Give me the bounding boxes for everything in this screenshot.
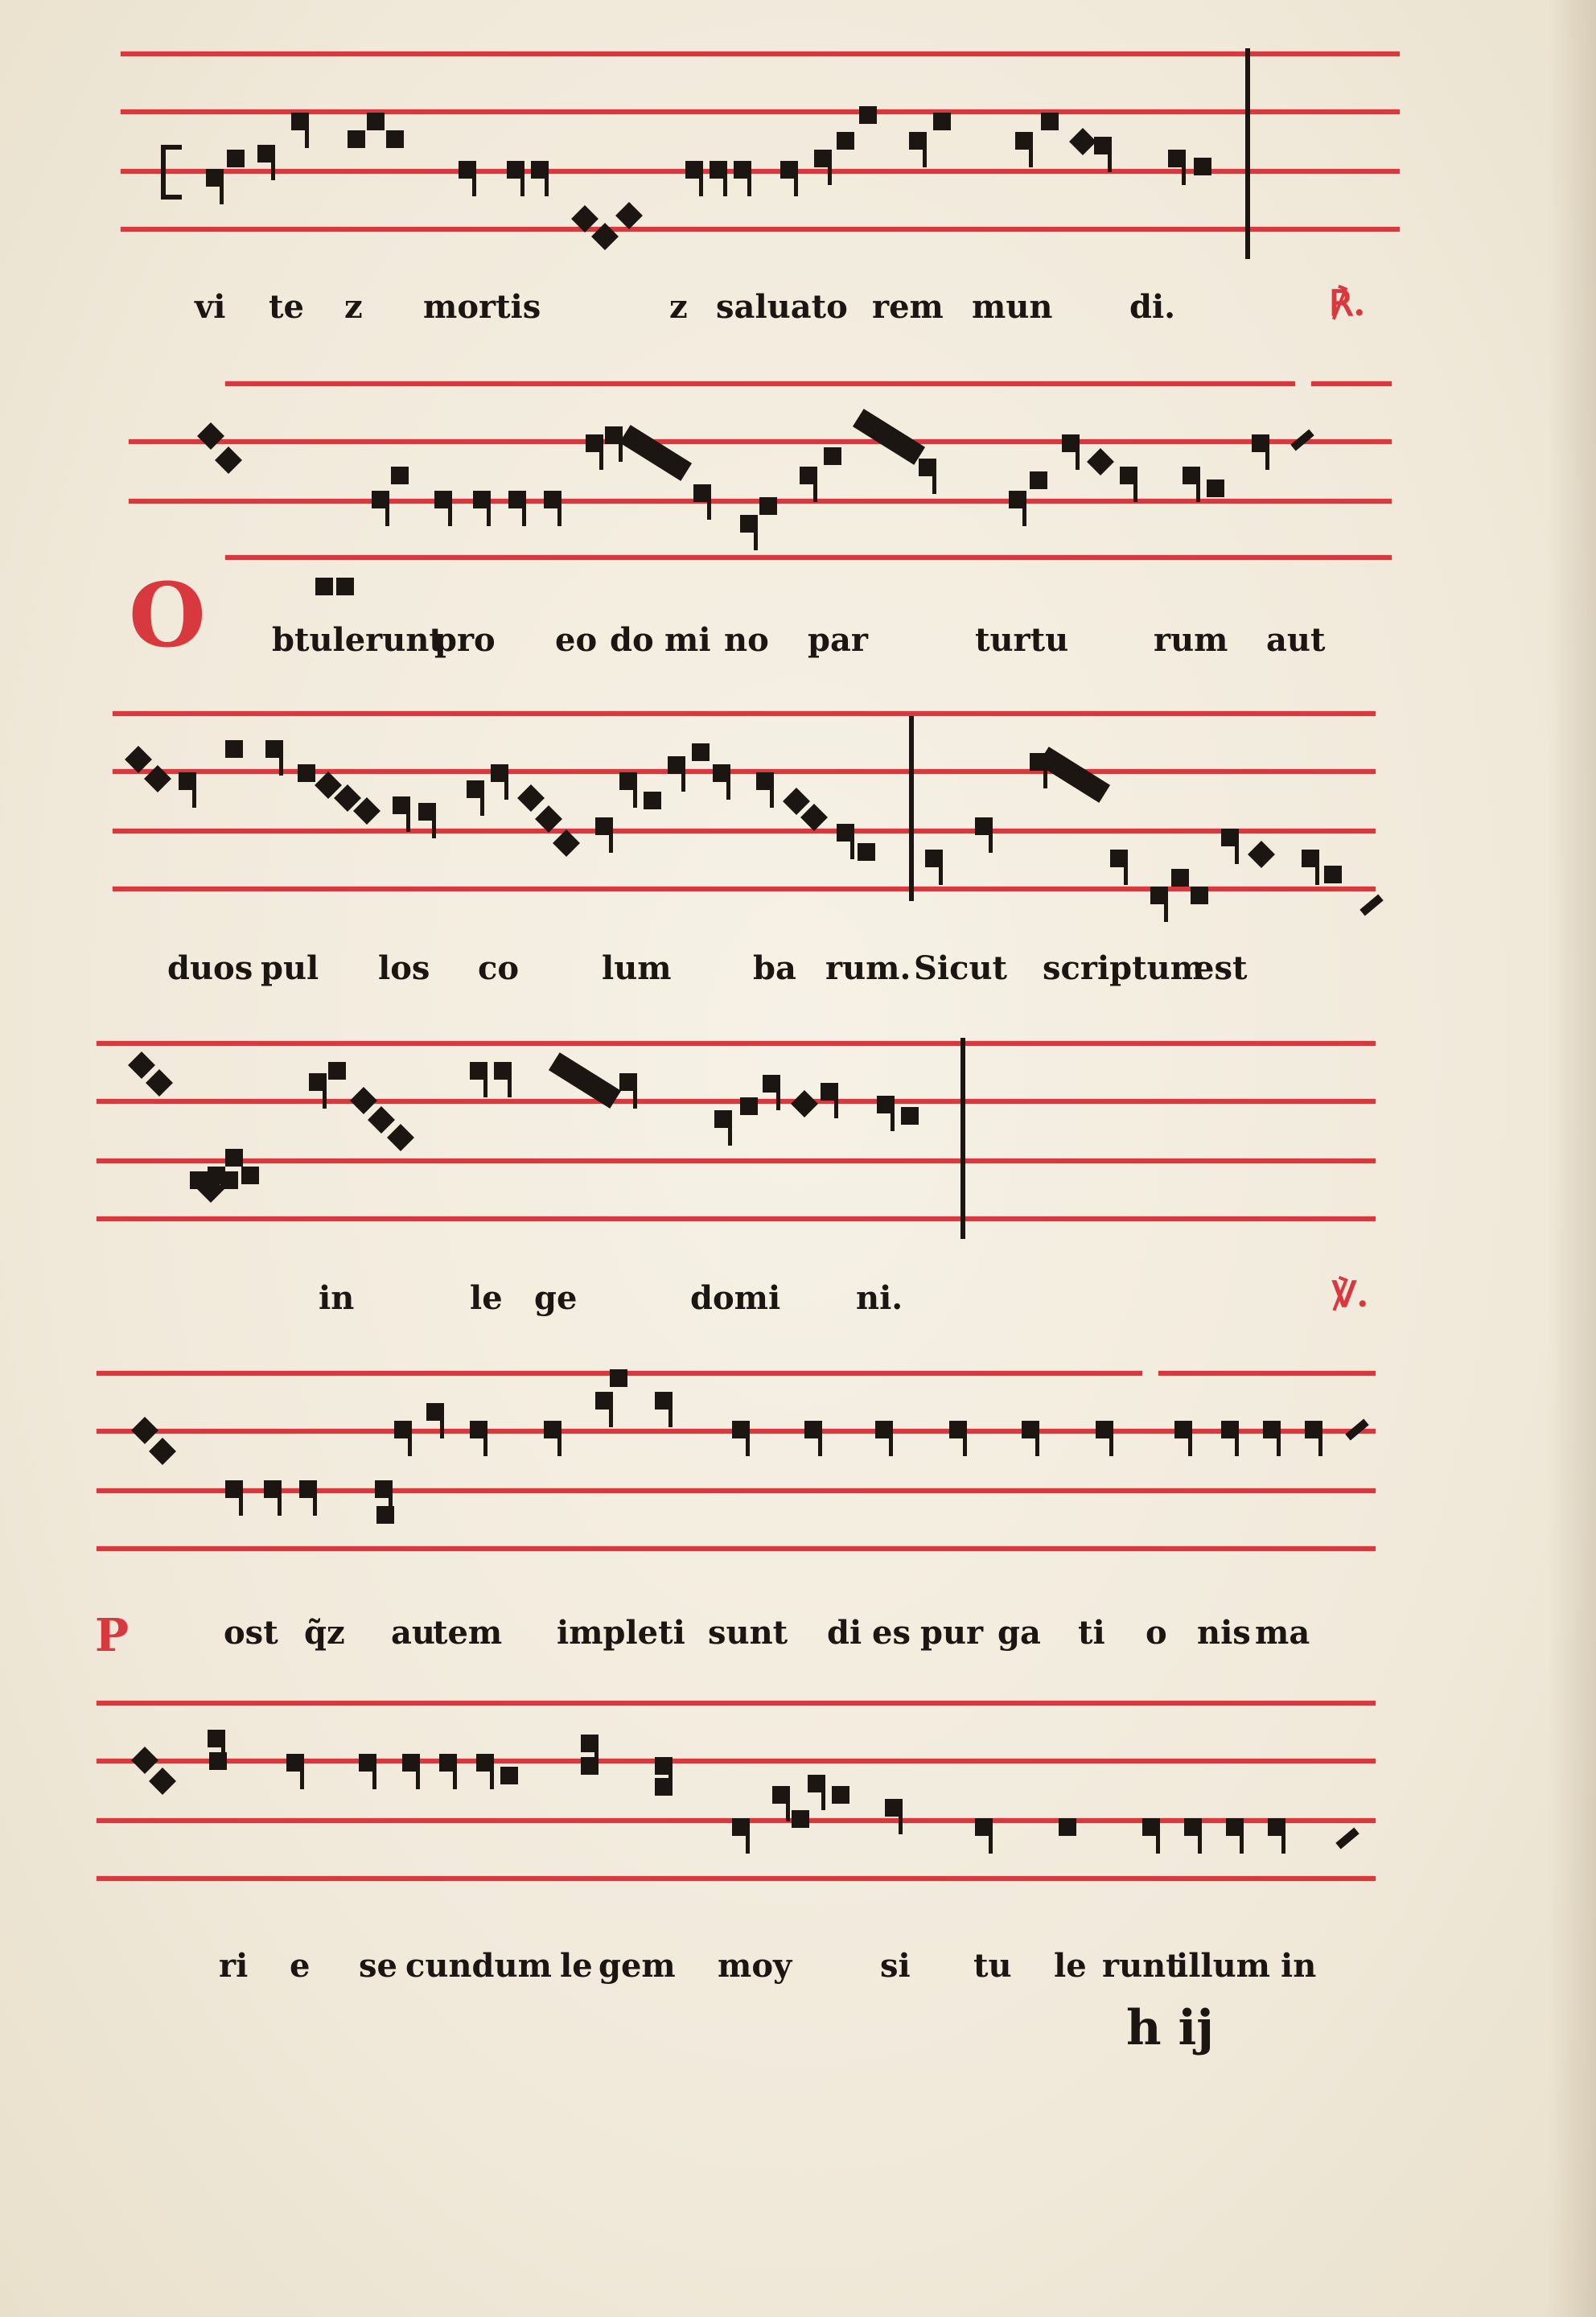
note — [553, 829, 580, 857]
lyric-syllable: runt — [1102, 1947, 1181, 1985]
lyric-syllable: sunt — [708, 1614, 788, 1652]
lyric-syllable: ost — [224, 1614, 278, 1652]
note — [367, 113, 385, 130]
staff-line — [225, 381, 1295, 386]
note — [531, 161, 549, 179]
note — [975, 1818, 993, 1836]
clef-mark — [149, 1768, 176, 1795]
note — [1142, 1818, 1160, 1836]
lyric-syllable: rum — [1154, 621, 1228, 659]
note — [179, 772, 196, 790]
lyric-syllable: se — [359, 1947, 397, 1985]
note — [1324, 866, 1342, 883]
lyric-syllable: est — [1194, 949, 1248, 987]
response-marker: ℟. — [1329, 283, 1366, 324]
note — [470, 1421, 487, 1438]
note — [1087, 448, 1114, 475]
lyric-syllable: btulerunt — [272, 621, 444, 659]
note — [220, 1171, 238, 1189]
note — [315, 578, 333, 595]
note — [933, 113, 951, 130]
lyric-syllable: di — [827, 1614, 862, 1652]
note — [732, 1421, 750, 1438]
note — [264, 1480, 282, 1498]
staff-line — [97, 1099, 1376, 1104]
staff-line — [225, 555, 1392, 560]
note — [225, 1149, 243, 1167]
staff-line — [129, 439, 1392, 444]
staff-system-4 — [0, 1038, 1596, 1279]
note — [309, 1073, 327, 1091]
note — [740, 515, 758, 533]
lyric-syllable: ni. — [856, 1279, 903, 1317]
custos — [1335, 1828, 1359, 1850]
lyric-syllable: co — [478, 949, 520, 987]
ligature — [619, 425, 692, 481]
note — [821, 1083, 838, 1101]
lyric-syllable: di. — [1129, 288, 1176, 326]
lyric-syllable: ti — [1078, 1614, 1105, 1652]
note — [1174, 1421, 1192, 1438]
note — [909, 132, 927, 150]
note — [402, 1754, 420, 1772]
lyric-syllable: scriptum — [1043, 949, 1204, 987]
note — [610, 1369, 627, 1387]
note — [491, 764, 508, 782]
note — [710, 161, 727, 179]
note — [1183, 467, 1200, 484]
note — [655, 1757, 673, 1775]
lyric-syllable: in — [319, 1279, 355, 1317]
staff-system-3 — [0, 708, 1596, 949]
lyric-syllable: z — [669, 288, 688, 326]
note — [206, 169, 224, 187]
note — [372, 491, 389, 508]
note — [241, 1167, 259, 1184]
note — [732, 1818, 750, 1836]
note — [544, 491, 561, 508]
note — [859, 106, 877, 124]
lyric-syllable: impleti — [557, 1614, 685, 1652]
note — [507, 161, 524, 179]
initial-letter: O — [129, 563, 206, 667]
note — [877, 1096, 895, 1113]
note — [800, 467, 817, 484]
initial-letter: P — [95, 1609, 130, 1662]
note — [227, 150, 245, 167]
note — [394, 1421, 412, 1438]
lyric-syllable: te — [269, 288, 304, 326]
verse-marker: ℣. — [1332, 1274, 1369, 1315]
note — [1041, 113, 1059, 130]
lyric-syllable: cundum — [405, 1947, 552, 1985]
note — [209, 1752, 227, 1770]
note — [1221, 829, 1239, 846]
note — [467, 780, 484, 798]
note — [692, 743, 710, 761]
note — [508, 491, 526, 508]
note — [336, 578, 354, 595]
note — [368, 1106, 395, 1134]
lyric-syllable: pro — [434, 621, 496, 659]
note — [1252, 434, 1269, 452]
note — [619, 1073, 637, 1091]
note — [257, 145, 275, 163]
note — [1062, 434, 1080, 452]
lyric-syllable: tem — [433, 1614, 503, 1652]
lyric-syllable: e — [290, 1947, 311, 1985]
staff-line — [1311, 381, 1392, 386]
note — [780, 161, 798, 179]
note — [885, 1799, 903, 1817]
note — [500, 1767, 518, 1784]
note — [655, 1778, 673, 1796]
lyric-syllable: in — [1281, 1947, 1317, 1985]
note — [190, 1171, 208, 1189]
lyric-syllable: duos — [167, 949, 253, 987]
lyric-syllable: vi — [195, 288, 226, 326]
clef-mark — [215, 447, 242, 474]
note — [1171, 869, 1189, 887]
lyric-syllable: ge — [534, 1279, 578, 1317]
note — [824, 447, 841, 465]
note — [919, 459, 936, 476]
note — [901, 1107, 919, 1125]
clef-mark — [131, 1747, 158, 1774]
note — [949, 1421, 967, 1438]
note — [1059, 1818, 1076, 1836]
note — [328, 1062, 346, 1080]
staff-line — [113, 887, 1376, 891]
lyric-syllable: los — [378, 949, 430, 987]
lyric-syllable: pur — [920, 1614, 984, 1652]
note — [393, 796, 410, 814]
note — [1030, 471, 1047, 489]
note — [1015, 132, 1033, 150]
staff-system-5 — [0, 1368, 1596, 1609]
note — [655, 1392, 673, 1410]
staff-line — [121, 51, 1400, 56]
ligature — [1038, 747, 1110, 803]
lyric-syllable: z — [344, 288, 363, 326]
note — [581, 1757, 598, 1775]
lyric-syllable: ma — [1255, 1614, 1310, 1652]
note — [1094, 137, 1112, 154]
lyric-syllable: aut — [1266, 621, 1326, 659]
lyric-syllable: gem — [598, 1947, 676, 1985]
c-clef — [161, 145, 182, 200]
note — [1069, 128, 1096, 155]
staff-line — [97, 1158, 1376, 1163]
note — [391, 467, 409, 484]
lyric-syllable: nis — [1197, 1614, 1251, 1652]
note — [1168, 150, 1186, 167]
note — [1184, 1818, 1202, 1836]
lyric-syllable: moy — [718, 1947, 792, 1985]
staff-system-2 — [0, 378, 1596, 619]
note — [476, 1754, 494, 1772]
note — [1263, 1421, 1281, 1438]
staff-line — [97, 1876, 1376, 1881]
note — [1305, 1421, 1322, 1438]
lyric-syllable: es — [872, 1614, 911, 1652]
staff-line — [97, 1488, 1376, 1493]
staff-system-1 — [0, 48, 1596, 290]
note — [208, 1730, 225, 1747]
note — [386, 130, 404, 148]
lyric-syllable: lum — [602, 949, 672, 987]
lyric-syllable: mun — [972, 288, 1053, 326]
note — [693, 484, 711, 502]
note — [1194, 158, 1211, 175]
bar-line — [1245, 48, 1250, 259]
note — [1009, 491, 1026, 508]
note — [225, 1480, 243, 1498]
note — [299, 1480, 317, 1498]
lyric-syllable: le — [470, 1279, 503, 1317]
clef-mark — [146, 1069, 173, 1097]
lyric-syllable: le — [560, 1947, 593, 1985]
note — [772, 1786, 790, 1804]
note — [1150, 887, 1168, 904]
note — [685, 161, 703, 179]
note — [376, 1506, 394, 1524]
note — [763, 1075, 780, 1093]
staff-line — [121, 227, 1400, 232]
note — [426, 1403, 444, 1421]
note — [595, 1392, 613, 1410]
lyric-syllable: Sicut — [914, 949, 1007, 987]
lyric-syllable: au — [391, 1614, 435, 1652]
note — [1221, 1421, 1239, 1438]
note — [544, 1421, 561, 1438]
note — [713, 764, 730, 782]
bar-line — [960, 1038, 965, 1239]
note — [517, 784, 545, 812]
note — [439, 1754, 457, 1772]
lyric-syllable: mi — [664, 621, 711, 659]
note — [734, 161, 751, 179]
note — [1207, 479, 1224, 497]
note — [286, 1754, 304, 1772]
note — [298, 764, 315, 782]
lyric-syllable: par — [808, 621, 868, 659]
lyric-syllable: eo — [555, 621, 598, 659]
staff-line — [97, 1701, 1376, 1706]
note — [387, 1124, 414, 1151]
note — [473, 491, 491, 508]
note — [581, 1735, 598, 1752]
note — [668, 756, 685, 774]
lyric-syllable: ba — [753, 949, 796, 987]
note — [418, 803, 436, 821]
lyric-syllable: mortis — [423, 288, 541, 326]
signature-mark: h ij — [1126, 2000, 1215, 2056]
note — [837, 824, 854, 842]
note — [350, 1087, 377, 1114]
note — [494, 1062, 512, 1080]
clef-mark — [128, 1051, 155, 1079]
lyric-syllable: rem — [872, 288, 944, 326]
note — [1248, 841, 1275, 868]
note — [265, 740, 283, 758]
note — [348, 130, 365, 148]
note — [291, 113, 309, 130]
staff-line — [121, 109, 1400, 114]
note — [225, 740, 243, 758]
lyric-syllable: si — [880, 1947, 911, 1985]
staff-line — [97, 1041, 1376, 1046]
note — [434, 491, 452, 508]
note — [792, 1810, 809, 1828]
note — [1268, 1818, 1285, 1836]
lyric-syllable: ga — [998, 1614, 1041, 1652]
note — [925, 850, 943, 867]
staff-line — [97, 1546, 1376, 1551]
lyric-syllable: domi — [690, 1279, 781, 1317]
note — [791, 1090, 818, 1117]
note — [814, 150, 832, 167]
note — [1120, 467, 1137, 484]
note — [644, 792, 661, 809]
note — [837, 132, 854, 150]
lyric-syllable: le — [1054, 1947, 1087, 1985]
staff-line — [97, 1216, 1376, 1221]
note — [359, 1754, 376, 1772]
note — [1302, 850, 1319, 867]
note — [759, 497, 777, 515]
note — [804, 1421, 822, 1438]
staff-system-6 — [0, 1698, 1596, 1939]
note — [459, 161, 476, 179]
note — [1226, 1818, 1244, 1836]
lyric-syllable: turtu — [975, 621, 1069, 659]
clef-mark — [197, 422, 224, 450]
note — [619, 772, 637, 790]
bar-line — [909, 716, 914, 901]
staff-line — [113, 829, 1376, 833]
ligature — [853, 409, 925, 465]
note — [375, 1480, 393, 1498]
note — [615, 202, 643, 229]
note — [832, 1786, 849, 1804]
note — [740, 1097, 758, 1115]
staff-line — [1158, 1371, 1376, 1376]
note — [1110, 850, 1128, 867]
custos — [1359, 895, 1383, 916]
note — [756, 772, 774, 790]
lyric-syllable: tu — [973, 1947, 1012, 1985]
lyric-syllable: o — [1146, 1614, 1167, 1652]
note — [808, 1775, 825, 1792]
clef-mark — [149, 1438, 176, 1465]
note — [470, 1062, 487, 1080]
note — [586, 434, 603, 452]
lyric-syllable: saluato — [716, 288, 848, 326]
lyric-syllable: rum. — [825, 949, 911, 987]
note — [858, 843, 875, 861]
note — [975, 817, 993, 835]
lyric-syllable: ri — [219, 1947, 249, 1985]
lyric-syllable: q̃z — [304, 1614, 345, 1652]
note — [800, 804, 828, 831]
lyric-syllable: illum — [1176, 1947, 1270, 1985]
note — [714, 1110, 732, 1128]
lyric-syllable: pul — [261, 949, 319, 987]
lyric-syllable: do — [610, 621, 654, 659]
lyric-syllable: no — [724, 621, 769, 659]
note — [1191, 887, 1208, 904]
note — [1096, 1421, 1113, 1438]
note — [875, 1421, 893, 1438]
clef-mark — [131, 1417, 158, 1444]
note — [1022, 1421, 1039, 1438]
staff-line — [113, 711, 1376, 716]
note — [595, 817, 613, 835]
